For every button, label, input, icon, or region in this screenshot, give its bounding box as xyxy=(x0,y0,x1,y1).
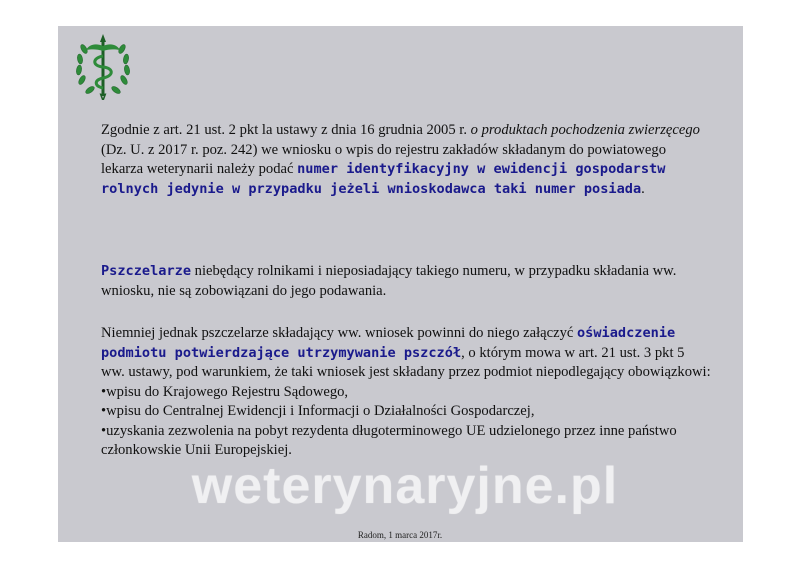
paragraph3-text: Niemniej jednak pszczelarze składający ww. wniosek powinni do niego załączyć xyxy=(101,325,577,341)
watermark: weterynaryjne.pl xyxy=(191,457,619,515)
paragraph3-text-cont: , o którym mowa w art. 21 ust. 3 pkt 5 ww. ustawy, pod warunkiem, że taki wniosek jest składany przez podmiot niepodlegający obowiązkowi: xyxy=(101,344,711,380)
bullet-item: •uzyskania zezwolenia na pobyt rezydenta długoterminowego UE udzielonego przez inne państwo członkowskie Unii Europejskiej. xyxy=(101,422,677,458)
svg-text:V: V xyxy=(99,93,107,103)
paragraph3-highlight: oświadczenie podmiotu potwierdzające utrzymywanie pszczół xyxy=(101,325,676,361)
paragraph1-highlight: numer identyfikacyjny w ewidencji gospodarstw rolnych jedynie w przypadku jeżeli wnioskodawca taki numer posiada xyxy=(101,161,666,197)
paragraph-declaration xyxy=(101,324,711,461)
paragraph-identification-number xyxy=(101,121,711,199)
footer-place-date: Radom, 1 marca 2017r. xyxy=(357,530,443,540)
paragraph2-highlight: Pszczelarze xyxy=(101,263,192,279)
paragraph1-end: . xyxy=(641,180,645,197)
veterinary-emblem-logo xyxy=(72,30,134,104)
bullet-item: •wpisu do Krajowego Rejestru Sądowego, xyxy=(101,383,349,400)
paragraph1-text-cont: (Dz. U. z 2017 r. poz. 242) we wniosku o wpis do rejestru zakładów składanym do powiatowego lekarza weterynarii należy podać xyxy=(101,141,666,177)
bullet-item: •wpisu do Centralnej Ewidencji i Informacji o Działalności Gospodarczej, xyxy=(101,403,535,419)
paragraph2-text: niebędący rolnikami i nieposiadający takiego numeru, w przypadku składania ww. wniosku, nie są zobowiązani do jego podawania. xyxy=(101,263,677,299)
paragraph1-text: Zgodnie z art. 21 ust. 2 pkt la ustawy z dnia 16 grudnia 2005 r. xyxy=(101,122,471,138)
paragraph-beekeepers xyxy=(101,262,711,301)
paragraph1-italic-title: o produktach pochodzenia zwierzęcego xyxy=(470,122,700,138)
